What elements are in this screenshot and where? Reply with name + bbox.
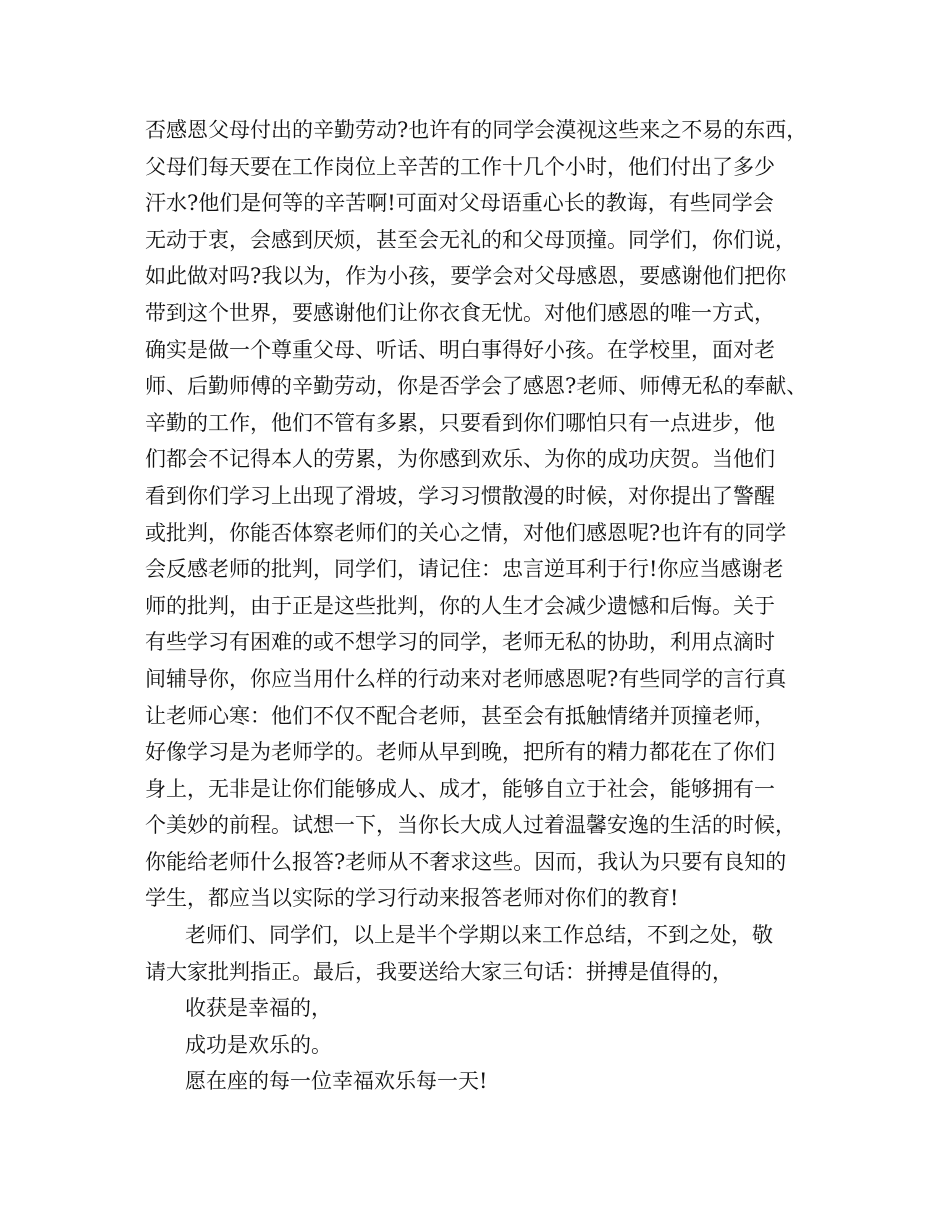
text-line: 父母们每天要在工作岗位上辛苦的工作十几个小时，他们付出了多少 [145,154,775,179]
text-line: 看到你们学习上出现了滑坡，学习习惯散漫的时候，对你提出了警醒 [145,483,775,508]
text-line: 让老师心寒：他们不仅不配合老师，甚至会有抵触情绪并顶撞老师， [145,703,775,728]
text-line: 间辅导你，你应当用什么样的行动来对老师感恩呢?有些同学的言行真 [145,666,787,691]
text-line: 辛勤的工作，他们不管有多累，只要看到你们哪怕只有一点进步，他 [145,410,775,435]
paragraph-first-line: 老师们、同学们，以上是半个学期以来工作总结，不到之处，敬 [185,923,773,948]
text-line: 无动于衷，会感到厌烦，甚至会无礼的和父母顶撞。同学们，你们说， [145,227,796,252]
text-line: 会反感老师的批判，同学们，请记住：忠言逆耳利于行!你应当感谢老 [145,557,784,582]
text-line: 如此做对吗?我以为，作为小孩，要学会对父母感恩，要感谢他们把你 [145,264,787,289]
text-line: 带到这个世界，要感谢他们让你衣食无忧。对他们感恩的唯一方式， [145,300,775,325]
text-line: 好像学习是为老师学的。老师从早到晚，把所有的精力都花在了你们 [145,740,775,765]
text-line: 身上，无非是让你们能够成人、成才，能够自立于社会，能够拥有一 [145,776,775,801]
text-line: 请大家批判指正。最后，我要送给大家三句话：拼搏是值得的， [145,959,733,984]
text-line: 有些学习有困难的或不想学习的同学，老师无私的协助，利用点滴时 [145,630,775,655]
text-line: 你能给老师什么报答?老师从不奢求这些。因而，我认为只要有良知的 [145,849,787,874]
text-line: 们都会不记得本人的劳累，为你感到欢乐、为你的成功庆贺。当他们 [145,447,775,472]
closing-line: 愿在座的每一位幸福欢乐每一天! [185,1069,488,1094]
text-line: 否感恩父母付出的辛勤劳动?也许有的同学会漠视这些来之不易的东西， [145,118,808,142]
text-line: 确实是做一个尊重父母、听话、明白事得好小孩。在学校里，面对老 [145,337,775,362]
text-line: 或批判，你能否体察老师们的关心之情，对他们感恩呢?也许有的同学 [145,520,787,545]
closing-line: 成功是欢乐的。 [185,1032,332,1057]
text-line: 个美妙的前程。试想一下，当你长大成人过着温馨安逸的生活的时候， [145,813,796,838]
text-line: 汗水?他们是何等的辛苦啊!可面对父母语重心长的教诲，有些同学会 [145,191,774,216]
text-line: 师的批判，由于正是这些批判，你的人生才会减少遗憾和后悔。关于 [145,593,775,618]
document-body [145,112,825,1100]
text-line: 师、后勤师傅的辛勤劳动，你是否学会了感恩?老师、师傅无私的奉献、 [145,374,808,399]
closing-line: 收获是幸福的， [185,996,332,1021]
text-line: 学生，都应当以实际的学习行动来报答老师对你们的教育! [145,886,679,911]
